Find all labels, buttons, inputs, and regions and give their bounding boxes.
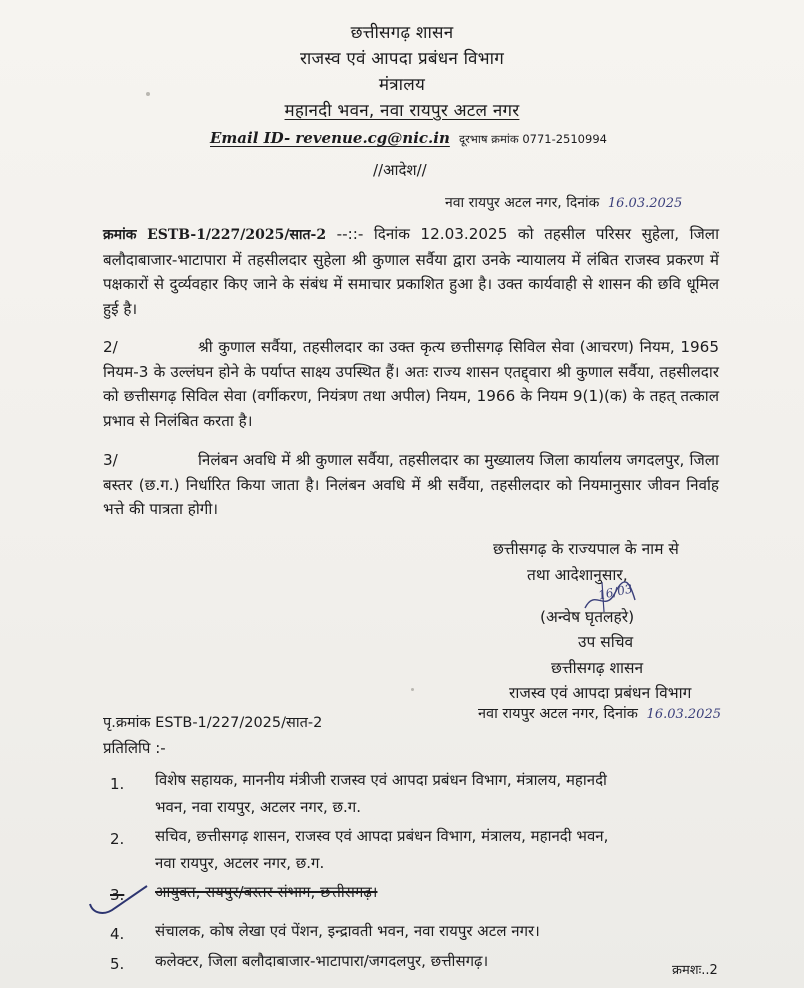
copy-item-number: 2.: [110, 830, 125, 848]
phone-number: दूरभाष क्रमांक 0771-2510994: [458, 132, 607, 146]
signature-initials: 16/03: [596, 581, 634, 603]
header-government: छत्तीसगढ़ शासन: [350, 23, 454, 43]
copy-item-2-line2: नवा रायपुर, अटलर नगर, छ.ग.: [155, 854, 325, 872]
paper-speck: [146, 92, 150, 96]
place-date-label: नवा रायपुर अटल नगर, दिनांक: [445, 195, 600, 211]
signature-governor-line: छत्तीसगढ़ के राज्यपाल के नाम से: [493, 540, 679, 558]
copy-reference-text: पृ.क्रमांक ESTB-1/227/2025/सात-2: [103, 715, 323, 731]
copy-item-1-line2: भवन, नवा रायपुर, अटलर नगर, छ.ग.: [155, 798, 362, 816]
signature-place-date: [478, 703, 721, 723]
handwritten-tick-mark: [85, 880, 155, 920]
header-contact: [210, 128, 607, 147]
order-reference: क्रमांक ESTB-1/227/2025/सात-2: [103, 227, 327, 243]
paper-speck: [411, 688, 414, 691]
signatory-name: (अन्वेष घृतलहरे): [540, 608, 635, 626]
signature-place-label: नवा रायपुर अटल नगर, दिनांक: [478, 706, 638, 722]
paragraph-1: [103, 222, 719, 321]
signatory-government: छत्तीसगढ़ शासन: [551, 659, 644, 677]
copy-item-number: 5.: [110, 955, 125, 973]
paragraph-3: [103, 448, 719, 522]
paragraph-3-text: निलंबन अवधि में श्री कुणाल सर्वैया, तहसीलदार का मुख्यालय जिला कार्यालय जगदलपुर, जिला बस्तर (छ.ग.) निर्धारित किया जाता है। निलंबन अवधि में श्री सर्वैया, तहसीलदार को नियमानुसार जीवन निर्वाह भत्ते की पात्रता होगी।: [103, 451, 719, 518]
email-link[interactable]: Email ID- revenue.cg@nic.in: [210, 129, 450, 147]
continuation-marker: क्रमशः..2: [672, 963, 718, 978]
order-title: //आदेश//: [373, 161, 427, 179]
header-address: महानदी भवन, नवा रायपुर अटल नगर: [284, 101, 520, 121]
copy-item-2-line1: सचिव, छत्तीसगढ़ शासन, राजस्व एवं आपदा प्रबंधन विभाग, मंत्रालय, महानदी भवन,: [155, 827, 609, 845]
header-department: राजस्व एवं आपदा प्रबंधन विभाग: [299, 49, 504, 69]
copy-reference: [103, 712, 322, 732]
copy-item-number: 1.: [110, 775, 125, 793]
paragraph-1-text: --::- दिनांक 12.03.2025 को तहसील परिसर सुहेला, जिला बलौदाबाजार-भाटापारा में तहसीलदार सुहेला श्री कुणाल सर्वैया द्वारा उनके न्यायालय में लंबित राजस्व प्रकरण में पक्षकारों से दुर्व्यवहार किए जाने के संबंध में समाचार प्रकाशित हुआ है। उक्त कार्यवाही से शासन की छवि धूमिल हुई है।: [103, 225, 720, 318]
copy-item-3-line1: आयुक्त, रायपुर/बस्तर संभाग, छत्तीसगढ़।: [155, 883, 378, 901]
copy-item-number: 3.: [110, 886, 125, 904]
copy-item-4-line1: संचालक, कोष लेखा एवं पेंशन, इन्द्रावती भवन, नवा रायपुर अटल नगर।: [155, 922, 540, 940]
signature-handwritten-date: 16.03.2025: [646, 707, 721, 722]
signature-order-line: तथा आदेशानुसार,: [527, 566, 628, 584]
copy-item-5-line1: कलेक्टर, जिला बलौदाबाजार-भाटापारा/जगदलपुर, छत्तीसगढ़।: [155, 952, 489, 970]
header-ministry: मंत्रालय: [378, 75, 426, 95]
paragraph-3-number: 3/: [103, 451, 118, 469]
place-date: [445, 193, 682, 212]
handwritten-date: 16.03.2025: [607, 196, 683, 211]
signatory-designation: उप सचिव: [578, 633, 634, 651]
signatory-department: राजस्व एवं आपदा प्रबंधन विभाग: [509, 684, 692, 702]
paragraph-2-text: श्री कुणाल सर्वैया, तहसीलदार का उक्त कृत्य छत्तीसगढ़ सिविल सेवा (आचरण) नियम, 1965 नियम-3 के उल्लंघन होने के पर्याप्त साक्ष्य उपस्थित हैं। अतः राज्य शासन एतद्द्वारा श्री कुणाल सर्वैया, तहसीलदार को छत्तीसगढ़ सिविल सेवा (वर्गीकरण, नियंत्रण तथा अपील) नियम, 1966 के नियम 9(1)(क) के तहत् तत्काल प्रभाव से निलंबित करता है।: [103, 338, 719, 430]
paragraph-2-number: 2/: [103, 338, 118, 356]
copy-heading: प्रतिलिपि :-: [103, 739, 166, 757]
paragraph-2: [103, 335, 719, 433]
copy-item-number: 4.: [110, 925, 125, 943]
copy-item-1-line1: विशेष सहायक, माननीय मंत्रीजी राजस्व एवं आपदा प्रबंधन विभाग, मंत्रालय, महानदी: [155, 771, 607, 789]
